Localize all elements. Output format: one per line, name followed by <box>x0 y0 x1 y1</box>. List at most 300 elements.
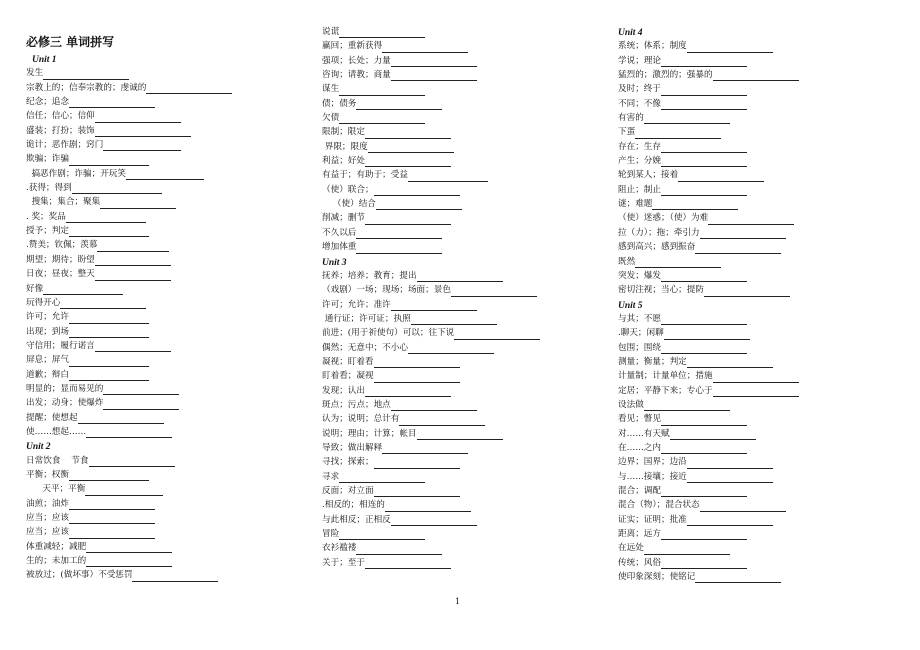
column-2 <box>322 26 540 571</box>
unit-heading: Unit 3 <box>322 257 347 268</box>
vocab-row <box>618 528 799 542</box>
vocab-prompt: 授予；判定 <box>26 226 69 237</box>
answer-blank[interactable] <box>695 242 781 254</box>
answer-blank[interactable] <box>69 225 149 237</box>
vocab-row <box>26 283 232 297</box>
answer-blank[interactable] <box>687 471 773 483</box>
vocab-prompt: 搜集；集合；聚集 <box>26 197 101 208</box>
vocab-row <box>618 370 799 384</box>
vocab-row <box>26 483 232 497</box>
answer-blank[interactable] <box>661 485 747 497</box>
vocab-prompt: 咨询；请教；商量 <box>322 70 391 81</box>
answer-blank[interactable] <box>661 184 747 196</box>
vocab-row <box>618 542 799 556</box>
answer-blank[interactable] <box>670 428 756 440</box>
vocab-prompt: .聊天；闲聊 <box>618 328 664 339</box>
answer-blank[interactable] <box>69 355 149 367</box>
answer-blank[interactable] <box>86 555 172 567</box>
vocab-row <box>322 528 540 542</box>
vocab-prompt: 距离；远方 <box>618 529 661 540</box>
vocab-prompt: 增加体重 <box>322 242 357 253</box>
answer-blank[interactable] <box>391 514 477 526</box>
unit-heading: Unit 5 <box>618 300 643 311</box>
vocab-prompt: 玩得开心 <box>26 297 61 308</box>
answer-blank[interactable] <box>704 285 790 297</box>
answer-blank[interactable] <box>661 528 747 540</box>
vocab-row <box>26 153 232 167</box>
answer-blank[interactable] <box>365 127 451 139</box>
vocab-row <box>618 212 799 226</box>
answer-blank[interactable] <box>89 455 175 467</box>
answer-blank[interactable] <box>69 326 149 338</box>
vocab-row <box>26 397 232 411</box>
vocab-prompt: 界限；限度 <box>322 141 368 152</box>
answer-blank[interactable] <box>339 112 425 124</box>
page-title: 必修三 单词拼写 <box>26 35 115 49</box>
vocab-prompt: 体重减轻；减肥 <box>26 541 87 552</box>
vocab-prompt: 赢回；重新获得 <box>322 41 383 52</box>
answer-blank[interactable] <box>69 369 149 381</box>
vocab-row <box>618 356 799 370</box>
vocab-row <box>618 571 799 585</box>
answer-blank[interactable] <box>700 500 786 512</box>
vocab-row <box>618 514 799 528</box>
vocab-prompt: 出发；动身；使爆炸 <box>26 398 104 409</box>
vocab-row <box>26 110 232 124</box>
vocab-row <box>618 485 799 499</box>
vocab-row <box>322 428 540 442</box>
answer-blank[interactable] <box>100 197 176 209</box>
unit-heading: Unit 4 <box>618 28 643 38</box>
vocab-prompt: 发生 <box>26 68 44 79</box>
answer-blank[interactable] <box>374 457 460 469</box>
answer-blank[interactable] <box>95 254 171 266</box>
vocab-prompt: 抚养；培养；教育；提出 <box>322 270 417 281</box>
vocab-row <box>26 426 232 440</box>
vocab-row <box>322 169 540 183</box>
vocab-prompt: 看见；瞥见 <box>618 414 661 425</box>
answer-blank[interactable] <box>43 283 123 295</box>
vocab-prompt: 出现；到场 <box>26 326 69 337</box>
vocab-prompt: 不同；不像 <box>618 98 661 109</box>
vocab-prompt: （使）联合； <box>322 184 374 195</box>
vocab-prompt: 轮到某人；接着 <box>618 170 679 181</box>
vocab-row <box>618 256 799 270</box>
answer-blank[interactable] <box>95 111 181 123</box>
vocab-row <box>322 385 540 399</box>
answer-blank[interactable] <box>687 457 773 469</box>
vocab-prompt: 包围；围绕 <box>618 342 661 353</box>
vocab-prompt: （戏剧）一场；现场；场面；景色 <box>322 285 451 296</box>
vocab-prompt: 应当；应该 <box>26 513 69 523</box>
answer-blank[interactable] <box>382 41 468 53</box>
vocab-prompt: 寻求 <box>322 471 340 482</box>
answer-blank[interactable] <box>391 69 477 81</box>
answer-blank[interactable] <box>713 371 799 383</box>
answer-blank[interactable] <box>95 125 191 137</box>
vocab-prompt: 偶然；无意中；不小心 <box>322 342 408 353</box>
vocab-row <box>26 469 232 483</box>
answer-blank[interactable] <box>72 182 162 194</box>
vocab-prompt: .获得；得到 <box>26 183 72 194</box>
vocab-row <box>322 155 540 169</box>
vocab-prompt: . 奖；奖品 <box>26 211 66 222</box>
vocab-prompt: 不久以后 <box>322 227 357 238</box>
answer-blank[interactable] <box>86 541 172 553</box>
vocab-prompt: 削减；删节 <box>322 213 365 224</box>
vocab-row <box>322 413 540 427</box>
answer-blank[interactable] <box>635 127 721 139</box>
answer-blank[interactable] <box>644 399 730 411</box>
answer-blank[interactable] <box>391 55 477 67</box>
vocab-row <box>26 67 232 81</box>
vocab-row <box>322 83 540 97</box>
answer-blank[interactable] <box>661 155 747 167</box>
vocab-row <box>322 270 540 284</box>
vocab-row <box>618 385 799 399</box>
answer-blank[interactable] <box>69 154 149 166</box>
vocab-prompt: 说明；理由；计算；帐目 <box>322 428 417 439</box>
answer-blank[interactable] <box>695 571 781 583</box>
vocab-row <box>26 555 232 569</box>
vocab-prompt: 盯着看；凝视 <box>322 371 374 382</box>
vocab-row <box>618 40 799 54</box>
vocab-prompt: 与此相反；正相反 <box>322 514 391 525</box>
vocab-row <box>26 311 232 325</box>
vocab-prompt: 诡计；恶作剧；窍门 <box>26 140 104 151</box>
answer-blank[interactable] <box>661 270 747 282</box>
answer-blank[interactable] <box>661 84 747 96</box>
answer-blank[interactable] <box>661 313 747 325</box>
vocab-prompt: 混合；调配 <box>618 486 661 496</box>
vocab-prompt: 油煎；油炸 <box>26 498 69 509</box>
answer-blank[interactable] <box>635 256 721 268</box>
vocab-prompt: 既然 <box>618 256 636 267</box>
vocab-prompt: 计量制；计量单位；措施 <box>618 371 713 382</box>
vocab-row <box>322 126 540 140</box>
answer-blank[interactable] <box>103 398 179 410</box>
vocab-prompt: 关于；至于 <box>322 557 365 568</box>
vocab-row <box>26 455 232 469</box>
answer-blank[interactable] <box>69 498 155 510</box>
vocab-row <box>618 83 799 97</box>
answer-blank[interactable] <box>391 299 477 311</box>
vocab-prompt: 测量；衡量；判定 <box>618 356 687 367</box>
answer-blank[interactable] <box>644 543 730 555</box>
vocab-row <box>618 55 799 69</box>
vocab-row <box>322 241 540 255</box>
vocab-row <box>322 55 540 69</box>
vocab-row <box>322 227 540 241</box>
vocab-row <box>26 225 232 239</box>
vocab-row <box>618 499 799 513</box>
answer-blank[interactable] <box>339 471 425 483</box>
vocab-prompt: 认为；说明；总计有 <box>322 414 400 425</box>
vocab-prompt: 衣衫褴褛 <box>322 543 357 554</box>
answer-blank[interactable] <box>713 385 799 397</box>
answer-blank[interactable] <box>43 68 129 80</box>
vocab-prompt: 限制；限定 <box>322 127 365 138</box>
answer-blank[interactable] <box>103 139 181 151</box>
answer-blank[interactable] <box>713 69 799 81</box>
vocab-prompt: 冒险 <box>322 529 340 540</box>
vocab-row <box>26 512 232 526</box>
vocab-prompt: 存在；生存 <box>618 141 661 152</box>
vocab-prompt: 被放过；(做坏事）不受惩罚 <box>26 570 133 581</box>
vocab-prompt: 感到高兴；感到振奋 <box>618 242 696 253</box>
vocab-row <box>618 270 799 284</box>
vocab-prompt: 导致；做出解释 <box>322 442 383 453</box>
vocab-prompt: 设法做 <box>618 399 644 410</box>
answer-blank[interactable] <box>95 340 171 352</box>
vocab-row <box>26 326 232 340</box>
vocab-prompt: 在……之内 <box>618 442 661 453</box>
answer-blank[interactable] <box>356 242 442 254</box>
vocab-row <box>26 498 232 512</box>
vocab-prompt: 搞恶作剧；诈骗；开玩笑 <box>26 168 126 179</box>
answer-blank[interactable] <box>382 442 468 454</box>
vocab-prompt: 混合（物）；混合状态 <box>618 500 700 511</box>
vocab-prompt: 定居；平静下来；专心于 <box>618 385 713 396</box>
vocab-prompt: 学说；理论 <box>618 55 661 66</box>
vocab-row <box>618 342 799 356</box>
vocab-prompt: 应当；应该 <box>26 527 69 538</box>
vocab-row <box>322 313 540 327</box>
vocab-row <box>322 557 540 571</box>
vocab-prompt: 道歉；辩白 <box>26 369 69 380</box>
vocab-row <box>26 125 232 139</box>
answer-blank[interactable] <box>376 198 462 210</box>
answer-blank[interactable] <box>356 98 442 110</box>
vocab-prompt: 日夜；昼夜；整天 <box>26 269 95 280</box>
answer-blank[interactable] <box>365 557 451 569</box>
answer-blank[interactable] <box>399 414 485 426</box>
answer-blank[interactable] <box>60 297 146 309</box>
vocab-prompt: 利益；好处 <box>322 156 365 167</box>
vocab-prompt: 守信用；履行诺言 <box>26 340 95 351</box>
vocab-prompt: 发现；认出 <box>322 385 365 396</box>
answer-blank[interactable] <box>365 155 451 167</box>
answer-blank[interactable] <box>374 356 460 368</box>
vocab-row <box>618 141 799 155</box>
vocab-row <box>322 141 540 155</box>
answer-blank[interactable] <box>374 371 460 383</box>
vocab-row <box>618 241 799 255</box>
vocab-row <box>618 456 799 470</box>
answer-blank[interactable] <box>661 557 747 569</box>
vocab-row <box>26 196 232 210</box>
answer-blank[interactable] <box>103 383 179 395</box>
vocab-row <box>618 112 799 126</box>
answer-blank[interactable] <box>339 26 425 38</box>
answer-blank[interactable] <box>661 414 747 426</box>
answer-blank[interactable] <box>451 285 537 297</box>
answer-blank[interactable] <box>408 342 494 354</box>
vocab-prompt: 宗教上的；信奉宗教的；虔诚的 <box>26 82 147 93</box>
answer-blank[interactable] <box>411 313 497 325</box>
vocab-row <box>618 184 799 198</box>
vocab-prompt: 许可；允许；准许 <box>322 299 391 310</box>
vocab-prompt: 下蛋 <box>618 127 636 138</box>
answer-blank[interactable] <box>661 342 747 354</box>
answer-blank[interactable] <box>374 184 460 196</box>
vocab-prompt: 与……接壤；接近 <box>618 471 687 482</box>
vocab-row <box>322 370 540 384</box>
answer-blank[interactable] <box>95 269 171 281</box>
answer-blank[interactable] <box>385 500 471 512</box>
vocab-prompt: 谋生 <box>322 84 340 95</box>
vocab-row <box>322 284 540 298</box>
vocab-row <box>322 184 540 198</box>
vocab-prompt: 密切注视；当心；提防 <box>618 285 704 296</box>
vocab-prompt: 信任；信心；信仰 <box>26 111 95 122</box>
vocab-prompt: 欺骗；诈骗 <box>26 154 69 165</box>
answer-blank[interactable] <box>687 356 773 368</box>
vocab-row <box>26 211 232 225</box>
vocab-row <box>26 139 232 153</box>
vocab-prompt: 寻找；探索； <box>322 457 374 468</box>
answer-blank[interactable] <box>368 141 454 153</box>
answer-blank[interactable] <box>687 514 773 526</box>
answer-blank[interactable] <box>408 170 488 182</box>
vocab-prompt: .相反的；相连的 <box>322 500 385 511</box>
answer-blank[interactable] <box>708 213 794 225</box>
vocab-row <box>26 383 232 397</box>
vocab-row <box>618 284 799 298</box>
vocab-row <box>618 126 799 140</box>
vocab-row <box>618 399 799 413</box>
vocab-row <box>618 227 799 241</box>
answer-blank[interactable] <box>69 512 155 524</box>
vocab-prompt: 谜；难题 <box>618 199 653 210</box>
answer-blank[interactable] <box>644 112 730 124</box>
answer-blank[interactable] <box>664 328 750 340</box>
answer-blank[interactable] <box>374 485 460 497</box>
vocab-row <box>322 40 540 54</box>
vocab-prompt: 平衡；权衡 <box>26 469 69 480</box>
vocab-prompt: 生的；未加工的 <box>26 556 87 567</box>
vocab-row <box>322 212 540 226</box>
answer-blank[interactable] <box>417 428 503 440</box>
vocab-prompt: 盛装；打扮；装饰 <box>26 125 95 136</box>
vocab-row <box>26 182 232 196</box>
vocab-row <box>618 557 799 571</box>
vocab-prompt: 凝视；盯着看 <box>322 356 374 367</box>
vocab-row <box>618 198 799 212</box>
vocab-prompt: 使……想起…… <box>26 426 87 437</box>
vocab-prompt: 纪念；追念 <box>26 97 69 108</box>
vocab-prompt: 通行证；许可证；执照 <box>322 313 411 324</box>
vocab-row <box>26 569 232 583</box>
vocab-prompt: 证实；证明；批准 <box>618 514 687 525</box>
answer-blank[interactable] <box>700 227 786 239</box>
vocab-row <box>618 471 799 485</box>
column-3 <box>618 26 799 585</box>
answer-blank[interactable] <box>78 412 164 424</box>
answer-blank[interactable] <box>661 55 747 67</box>
answer-blank[interactable] <box>69 96 155 108</box>
answer-blank[interactable] <box>687 41 773 53</box>
vocab-prompt: 反面；对立面 <box>322 486 374 496</box>
vocab-row <box>618 313 799 327</box>
answer-blank[interactable] <box>69 469 149 481</box>
vocab-row <box>322 356 540 370</box>
vocab-row <box>618 155 799 169</box>
answer-blank[interactable] <box>146 82 232 94</box>
vocab-prompt: 产生；分娩 <box>618 156 661 167</box>
vocab-prompt: （使）迷惑；（使）为难 <box>618 213 709 224</box>
vocab-prompt: 前进；(用于祈使句）可以；往下说 <box>322 328 455 339</box>
vocab-row <box>322 112 540 126</box>
vocab-row <box>618 327 799 341</box>
answer-blank[interactable] <box>132 570 218 582</box>
vocab-prompt: 债；债务 <box>322 98 357 109</box>
vocab-row <box>26 297 232 311</box>
vocab-prompt: 许可；允许 <box>26 312 69 323</box>
answer-blank[interactable] <box>678 170 764 182</box>
answer-blank[interactable] <box>365 213 451 225</box>
answer-blank[interactable] <box>85 484 163 496</box>
answer-blank[interactable] <box>69 527 155 539</box>
vocab-row <box>618 69 799 83</box>
answer-blank[interactable] <box>652 198 738 210</box>
vocab-row <box>26 82 232 96</box>
answer-blank[interactable] <box>417 270 503 282</box>
answer-blank[interactable] <box>69 312 149 324</box>
answer-blank[interactable] <box>339 528 425 540</box>
answer-blank[interactable] <box>391 399 477 411</box>
unit-heading: Unit 2 <box>26 442 51 453</box>
vocab-prompt: 有益于；有助于；受益 <box>322 170 408 181</box>
vocab-row <box>618 98 799 112</box>
answer-blank[interactable] <box>66 211 146 223</box>
vocab-row <box>322 485 540 499</box>
vocab-row <box>618 169 799 183</box>
vocab-row <box>322 542 540 556</box>
answer-blank[interactable] <box>97 240 169 252</box>
vocab-row <box>618 413 799 427</box>
vocab-prompt: 猛烈的；激烈的；强暴的 <box>618 70 713 81</box>
vocab-prompt: 边界；国界；边沿 <box>618 457 687 468</box>
page-number: 1 <box>455 597 461 606</box>
answer-blank[interactable] <box>126 168 204 180</box>
answer-blank[interactable] <box>661 442 747 454</box>
vocab-prompt: .赞美；钦佩；羡慕 <box>26 240 98 251</box>
vocab-prompt: 期望；期待；盼望 <box>26 254 95 265</box>
answer-blank[interactable] <box>356 543 442 555</box>
vocab-prompt: 明显的；显而易见的 <box>26 383 104 394</box>
vocab-row <box>26 96 232 110</box>
answer-blank[interactable] <box>661 141 747 153</box>
vocab-row <box>322 342 540 356</box>
vocab-prompt: 提醒；使想起 <box>26 412 78 423</box>
answer-blank[interactable] <box>661 98 747 110</box>
vocab-prompt: 屏息；屏气 <box>26 355 69 366</box>
vocab-prompt: 日常饮食 节食 <box>26 455 89 466</box>
answer-blank[interactable] <box>339 84 425 96</box>
vocab-prompt: （使）结合 <box>322 199 376 210</box>
answer-blank[interactable] <box>365 385 451 397</box>
column-1 <box>26 53 232 584</box>
vocab-row <box>322 399 540 413</box>
vocab-row <box>26 254 232 268</box>
answer-blank[interactable] <box>454 328 540 340</box>
answer-blank[interactable] <box>356 227 442 239</box>
vocab-prompt: 好像 <box>26 283 44 294</box>
answer-blank[interactable] <box>86 426 172 438</box>
vocab-prompt: 及时；终于 <box>618 84 661 95</box>
vocab-prompt: 天平；平衡 <box>26 484 86 495</box>
